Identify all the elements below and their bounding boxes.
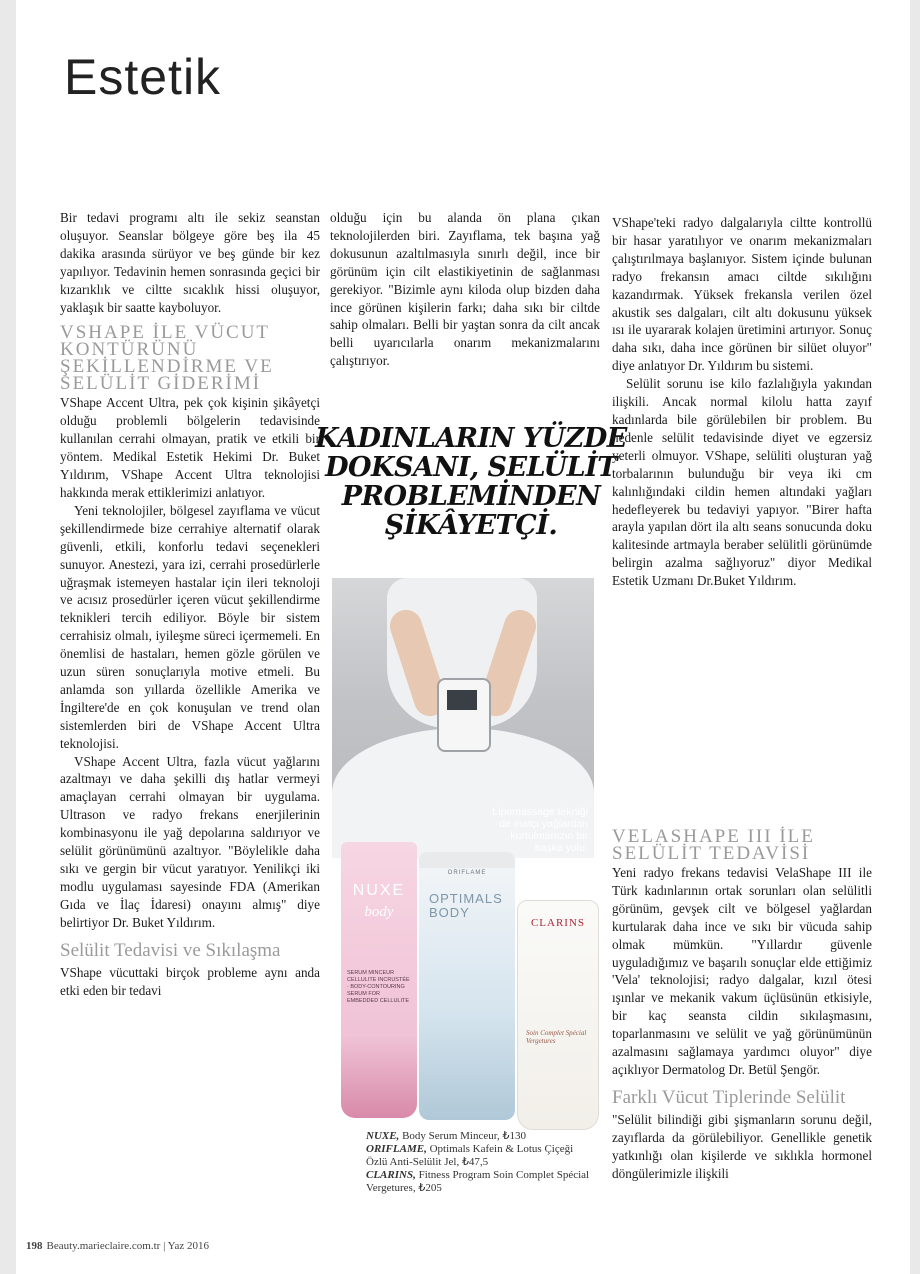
page-number: 198 [26, 1240, 43, 1252]
column-2 [330, 209, 600, 370]
clarins-name: Soin Complet Spécial Vergetures [526, 1029, 587, 1045]
device-screen [447, 690, 477, 710]
product-caption [366, 1130, 596, 1195]
clarins-brand: CLARINS [530, 917, 586, 929]
nuxe-label: SERUM MINCEUR CELLULITE INCRUSTÉE · BODY-CONTOURING SERUM FOR EMBEDDED CELLULITE [347, 970, 410, 1004]
photo-caption: Lipomassage tekniği de inatçı yağlardan kurtulmanızın bir başka yolu. [492, 806, 588, 854]
nuxe-product [341, 842, 417, 1118]
caption-text: Fitness Program Soin Complet Spécial Vergetures, ₺205 [366, 1169, 590, 1194]
paragraph: Yeni radyo frekans tedavisi VelaShape III ile Türk kadınlarının ortak sorunları olan selülitli görünüm, gevşek cilt ve bölgesel yağlardan kurtularak daha ince ve sıkı bir vücuda sahip olmak mümkün. "Yıllardır güvenle uyguladığımız ve başarılı sonuçlar elde ettiğimiz 'Vela' teknolojisi; radyo dalgalar, kızıl ötesi ışınlar ve mekanik vakum üçlüsünün etkisiyle, bir kaç seansta cildin sıkılaşmasını, toparlanmasını ve selülit ve yağ görünümünün azalmasını sağlamaya yardımcı oluyor" diye açıklıyor Dermatolog Dr. Betül Şengör. [612, 865, 872, 1077]
caption-brand: NUXE, [366, 1130, 400, 1142]
column-3-top [612, 214, 872, 590]
column-3-bottom [612, 820, 872, 1183]
nuxe-subbrand: body [364, 904, 394, 920]
section-title: Estetik [64, 49, 222, 105]
footer-text: Beauty.marieclaire.com.tr | Yaz 2016 [46, 1240, 209, 1252]
paragraph: VShape vücuttaki birçok probleme aynı anda etki eden bir tedavi [60, 964, 320, 998]
paragraph: VShape Accent Ultra, pek çok kişinin şikâyetçi olduğu problemli bölgelerin tedavisinde kullanılan cerrahi olmayan, pratik ve etkili bir yöntem. Medikal Estetik Hekimi Dr. Buket Yıldırım, VShape Accent Ultra teknolojisi hakkında merak ettiklerimizi anlatıyor. [60, 395, 320, 500]
magazine-page [16, 0, 910, 1274]
subheading-vshape: VSHAPE İLE VÜCUT KONTÜRÜNÜ ŞEKİLLENDİRME VE SELÜLİT GİDERİMİ [60, 322, 274, 395]
paragraph: Selülit sorunu ise kilo fazlalığıyla yakından ilişkili. Ancak normal kilolu hatta zayıf kadınlarda bile görülebilen bir problem. Bu nedenle selülit tedavisinde diyet ve egzersiz yeterli olmuyor. VShape, selüliti oluşturan yağ torbalarının bulunduğu bir veya iki cm kalınlığındaki cildin hemen altındaki yağları hedefleyerek bu tedaviyi yapıyor. "Birer hafta arayla yapılan dört ila altı seans sonucunda doku kalitesinde artmayla beraber selülitli görünümde belirgin azalma sağlıyoruz" diyor Medikal Estetik Uzmanı Dr.Buket Yıldırım. [612, 376, 872, 589]
paragraph: Bir tedavi programı altı ile sekiz seanstan oluşuyor. Seanslar bölgeye göre beş ila 45 dakika arasında sürüyor ve beş günde bir kez yapılıyor. Tedavinin hemen sonrasında geçici bir kızarıklık ve ciltte sıcaklık hissi oluşuyor, yaklaşık bir saatte kayboluyor. [60, 210, 320, 315]
clarins-product [517, 900, 599, 1130]
caption-text: Body Serum Minceur, ₺130 [399, 1130, 526, 1142]
tube-cap [419, 852, 515, 868]
subheading-farkli: Farklı Vücut Tiplerinde Selülit [612, 1086, 846, 1108]
oriflame-brand: ORIFLAME [447, 870, 487, 876]
caption-brand: ORIFLAME, [366, 1143, 427, 1155]
caption-text: Optimals Kafein & Lotus Çiçeği Özlü Anti-Selülit Jel, ₺47,5 [366, 1143, 574, 1168]
lipomassage-photo [332, 578, 594, 854]
subheading-selulit: Selülit Tedavisi ve Sıkılaşma [60, 939, 281, 961]
page-footer [26, 1240, 209, 1252]
paragraph: VShape'teki radyo dalgalarıyla ciltte kontrollü bir hasar yaratılıyor ve onarım mekanizmaları çalıştırılmaya başlanıyor. Sistem içinde bulunan radyo frekansın amacı ciltde sıkılığını kazandırmak. Yüksek frekansla verilen özel akustik ses dalgaları, cilt altı dokusunu yüksek ısı ile uyararak kolajen üretimini artırıyor. Sonuç daha sıkı, daha ince görünen bir silüet oluyor" diye anlatıyor Dr. Yıldırım bu sistemi. [612, 215, 872, 374]
massage-device-icon [437, 678, 491, 752]
paragraph: Yeni teknolojiler, bölgesel zayıflama ve vücut şekillendirmede bize cerrahiye alternatif olarak güvenli, etkili, konforlu tedavi seçenekleri sunuyor. Anestezi, yara izi, cerrahi prosedürlerle uğraşmak istemeyen hastalar için ileri teknoloji ve acısız prosedürler içeren vücut şekillendirme teknikleri tercih ediliyor. Böyle bir sistem cerrahisiz olmalı, iyileşme süreci içermemeli. En önemlisi de hastaları, hemen gözle görülen ve uzun süren sonuçlarıyla motive etmeli. Bu anlamda son yıllarda özellikle Amerika ve İngiltere'de en çok konuşulan ve trend olan sistemlerden biri de VShape Accent Ultra teknolojisi. [60, 502, 320, 751]
paragraph: "Selülit bilindiği gibi şişmanların sorunu değil, zayıflarda da görülebiliyor. Genellikle genetik yatkınlığı olan kişilerde ve sıklıkla hormonel döngülerimizle ilişkili [612, 1111, 872, 1181]
oriflame-name: OPTIMALS BODY [429, 891, 503, 920]
subheading-vela: VELASHAPE III İLE SELÜLİT TEDAVİSİ [612, 826, 815, 864]
column-1 [60, 209, 320, 999]
caption-brand: CLARINS, [366, 1169, 416, 1181]
pull-quote: KADINLARIN YÜZDE DOKSANI, SELÜLİT PROBLEMİNDEN ŞİKÂYETÇİ. [315, 423, 627, 541]
paragraph: VShape Accent Ultra, fazla vücut yağlarını azaltmayı ve daha şekilli dış hatlar vermeyi amaçlayan cerrahi olmayan bir uygulama. Ultrason ve radyo frekans enerjilerinin kombinasyonu ile yağ depolarına saldırıyor ve selülit görünümünü azaltıyor. "Böylelikle daha sıkı ve gergin bir vücut yaratıyor. Yenilikçi iki modlu uygulaması sayesinde FDA (Amerikan Gıda ve İlaç İdaresi) onayını almış" diye belirtiyor Dr. Buket Yıldırım. [60, 753, 320, 930]
oriflame-product [419, 852, 515, 1120]
paragraph: olduğu için bu alanda ön plana çıkan teknolojilerden biri. Zayıflama, tek başına yağ dokusunun azaltılmasıyla sınırlı değil, ince bir görünüm için cilt elastikiyetinin de sağlanması gerekiyor. "Bizimle aynı kiloda olup bizden daha ince görünen kişilerin farkı; daha sıkı bir ciltde sahip olmaları. Belli bir yaştan sonra da cilt ancak belli uyarıcılarla onarım mekanizmalarını çalıştırıyor. [330, 210, 600, 369]
nuxe-brand: NUXE [352, 882, 406, 899]
